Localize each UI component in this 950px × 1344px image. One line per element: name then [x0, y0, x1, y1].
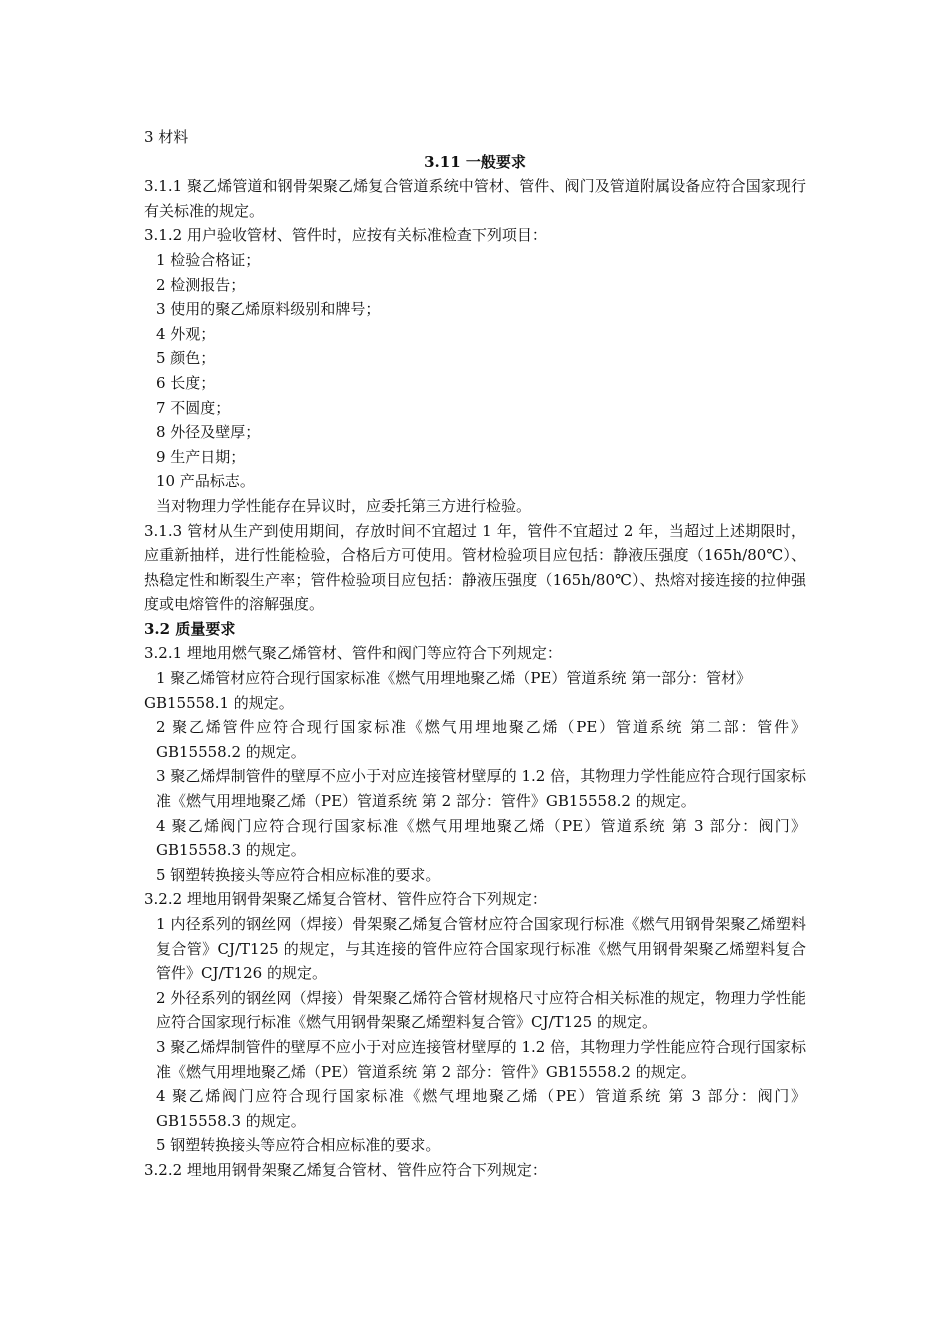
clause-3-1-1: 3.1.1 聚乙烯管道和钢骨架聚乙烯复合管道系统中管材、管件、阀门及管道附属设备应符合国家现行有关标准的规定。	[144, 177, 806, 220]
clause-3-1-2-note: 当对物理力学性能存在异议时，应委托第三方进行检验。	[156, 496, 532, 515]
clause-3-2-1: 3.2.1 埋地用燃气聚乙烯管材、管件和阀门等应符合下列规定：	[144, 644, 562, 663]
list-item: 10 产品标志。	[156, 472, 255, 491]
clause-3-2-2-item-3: 3 聚乙烯焊制管件的壁厚不应小于对应连接管材壁厚的 1.2 倍，其物理力学性能应符合现行国家标准《燃气用埋地聚乙烯（PE）管道系统 第 2 部分：管件》GB15558.2 的规定。	[156, 1037, 806, 1081]
section-heading-3-2: 3.2 质量要求	[144, 619, 236, 638]
inspection-item-list	[144, 248, 806, 494]
clause-3-2-2-item-4: 4 聚乙烯阀门应符合现行国家标准《燃气埋地聚乙烯（PE）管道系统 第 3 部分：阀门》GB15558.3 的规定。	[156, 1087, 806, 1130]
list-item: 9 生产日期；	[156, 447, 246, 466]
clause-3-2-1-item-4: 4 聚乙烯阀门应符合现行国家标准《燃气用埋地聚乙烯（PE）管道系统 第 3 部分：阀门》GB15558.3 的规定。	[156, 816, 806, 860]
list-item: 5 颜色；	[156, 349, 216, 368]
list-item: 8 外径及壁厚；	[156, 423, 261, 442]
list-item: 6 长度；	[156, 373, 216, 392]
clause-3-2-1-item-5: 5 钢塑转换接头等应符合相应标准的要求。	[156, 865, 441, 884]
list-item: 3 使用的聚乙烯原料级别和牌号；	[156, 300, 381, 319]
clause-3-2-2: 3.2.2 埋地用钢骨架聚乙烯复合管材、管件应符合下列规定：	[144, 890, 547, 909]
section-heading-3-11: 3.11 一般要求	[424, 152, 526, 171]
clause-3-2-2-item-2: 2 外径系列的钢丝网（焊接）骨架聚乙烯符合管材规格尺寸应符合相关标准的规定，物理力学性能应符合国家现行标准《燃气用钢骨架聚乙烯塑料复合管》CJ/T125 的规定。	[156, 988, 806, 1032]
chapter-heading: 3 材料	[144, 128, 189, 146]
text-column	[144, 125, 806, 1183]
clause-3-2-1-item-1-cont: GB15558.1 的规定。	[144, 693, 294, 712]
list-item: 1 检验合格证；	[156, 250, 261, 269]
clause-3-1-2: 3.1.2 用户验收管材、管件时，应按有关标准检查下列项目：	[144, 226, 547, 245]
clause-3-2-2-repeat: 3.2.2 埋地用钢骨架聚乙烯复合管材、管件应符合下列规定：	[144, 1160, 547, 1179]
clause-3-2-1-item-1: 1 聚乙烯管材应符合现行国家标准《燃气用埋地聚乙烯（PE）管道系统 第一部分：管材》	[156, 669, 752, 688]
list-item: 7 不圆度；	[156, 398, 231, 417]
clause-3-1-3: 3.1.3 管材从生产到使用期间，存放时间不宜超过 1 年，管件不宜超过 2 年，当超过上述期限时，应重新抽样，进行性能检验，合格后方可使用。管材检验项目应包括：静液压强度（165h/80℃）、热稳定性和断裂生产率；管件检验项目应包括：静液压强度（165h/80℃）、热熔对接连接的拉伸强度或电熔管件的溶解强度。	[144, 521, 806, 614]
clause-3-2-1-item-2: 2 聚乙烯管件应符合现行国家标准《燃气用埋地聚乙烯（PE）管道系统 第二部：管件》GB15558.2 的规定。	[156, 718, 806, 761]
list-item: 2 检测报告；	[156, 275, 246, 294]
clause-3-2-1-item-3: 3 聚乙烯焊制管件的壁厚不应小于对应连接管材壁厚的 1.2 倍，其物理力学性能应符合现行国家标准《燃气用埋地聚乙烯（PE）管道系统 第 2 部分：管件》GB15558.2 的规定。	[156, 767, 806, 811]
clause-3-2-2-item-5: 5 钢塑转换接头等应符合相应标准的要求。	[156, 1136, 441, 1155]
list-item: 4 外观；	[156, 324, 216, 343]
clause-3-2-2-item-1: 1 内径系列的钢丝网（焊接）骨架聚乙烯复合管材应符合国家现行标准《燃气用钢骨架聚乙烯塑料复合管》CJ/T125 的规定，与其连接的管件应符合国家现行标准《燃气用钢骨架聚乙烯塑料复合管件》CJ/T126 的规定。	[156, 915, 806, 983]
